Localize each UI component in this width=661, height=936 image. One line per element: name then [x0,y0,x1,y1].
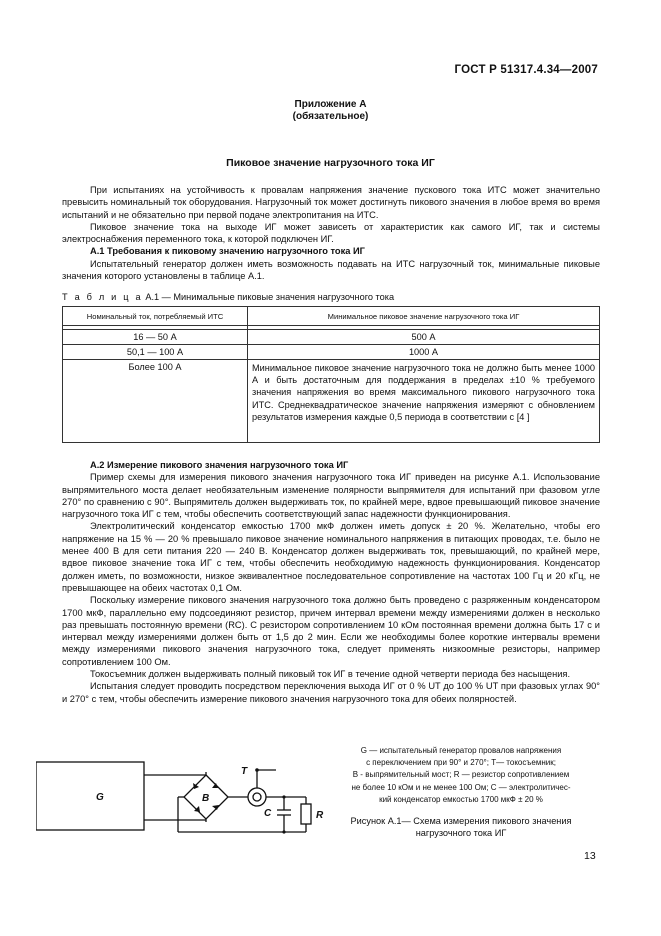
table-caption-prefix: Т а б л и ц а [62,292,143,302]
table-header-current: Номинальный ток, потребляемый ИТС [63,307,248,326]
section-a2 [62,459,600,705]
legend-line: не более 10 кОм и не менее 100 Ом; C — электролитичес- [351,782,571,792]
table-header-row [63,307,600,326]
table-row [63,345,600,360]
current-probe [248,788,266,806]
table-header-peak: Минимальное пиковое значение нагрузочного тока ИГ [248,307,600,326]
page-title: Пиковое значение нагрузочного тока ИГ [226,157,435,169]
diode-symbol [194,806,200,812]
generator-box [36,762,144,830]
section-a2-paragraph-3: Поскольку измерение пикового значения нагрузочного тока должно быть проведено с разряженным конденсатором 1700 мкФ, параллельно ему подсоединяют резистор, причем интервал времени между измерениями должен в несколько раз превышать постоянную времени (RC). С резистором сопротивлением 10 кОм постоянная времени должна быть 17 с и интервал между измерениями должен быть от 1,5 до 2 мин. Если же необходимы более короткие интервалы времени между измерениями пикового значения нагрузочного тока, следует применять низкоомные резисторы, например сопротивлением 100 Ом. [62,595,600,667]
figure-legend [336,745,586,806]
intro-paragraph-1: При испытаниях на устойчивость к провалам напряжения значение пускового тока ИТС может значительно превысить номинальный ток оборудования. Нагрузочный ток может достигнуть пикового значения в любое время во время испытаний и не обязательно при первой подаче электропитания на ИТС. [62,185,600,220]
table-caption-text: А.1 — Минимальные пиковые значения нагрузочного тока [142,292,395,302]
table-caption [62,292,394,302]
appendix-label: Приложение А [294,99,367,110]
table-cell-current: 16 — 50 А [63,330,248,345]
label-t: T [241,766,248,777]
resistor [301,804,311,824]
peak-current-table [62,306,600,443]
figure-caption-line-1: Рисунок А.1— Схема измерения пикового значения [350,816,572,826]
table-row [63,360,600,443]
section-a1-text: Испытательный генератор должен иметь возможность подавать на ИТС нагрузочный ток, минимальные пиковые значения которого установлены в таблице А.1. [62,258,600,282]
table-cell-peak: 1000 А [248,345,600,360]
standard-number: ГОСТ Р 51317.4.34—2007 [454,64,598,76]
table-cell-peak: Минимальное пиковое значение нагрузочного тока не должно быть менее 1000 А и быть достаточным для поддержания в пределах ±10 % требуемого значения напряжения во время максимального пикового нагрузочного тока ИТС. Среднеквадратическое значение напряжения измеряют с обновлением результатов измерения каждые 0,5 периода в соответствии с [4 ] [248,360,600,443]
page-number: 13 [584,850,596,862]
table-row [63,330,600,345]
section-a2-heading: А.2 Измерение пикового значения нагрузочного тока ИГ [90,460,349,470]
label-c: C [264,808,272,819]
table-cell-peak: 500 А [248,330,600,345]
section-a2-paragraph-1: Пример схемы для измерения пикового значения нагрузочного тока ИГ приведен на рисунке А.1. Использование выпрямительного моста делает необязательным изменение полярности выпрямителя для испытаний при фазовом угле 270° по сравнению с 90°. Выпрямитель должен выдерживать ток, по крайней мере, вдвое превышающий пиковое значение нагрузочного тока ИГ с тем, чтобы обеспечить соответствующий запас надежности функционирования. [62,472,600,520]
legend-line: B - выпрямительный мост; R — резистор сопротивлением [352,770,570,780]
appendix-status: (обязательное) [292,111,369,122]
diode-symbol [193,783,199,789]
section-a1-heading: А.1 Требования к пиковому значению нагрузочного тока ИГ [90,246,365,257]
table-cell-current: Более 100 А [63,360,248,443]
measurement-circuit-diagram [36,750,336,845]
section-a2-paragraph-4: Токосъемник должен выдерживать полный пиковый ток ИГ в течение одной четверти периода без насыщения. [90,669,571,680]
label-r: R [316,810,324,821]
section-a2-paragraph-2: Электролитический конденсатор емкостью 1700 мкФ должен иметь допуск ± 20 %. Желательно, чтобы его напряжение на 15 % — 20 % превышало пиковое значение номинального напряжения в питающих проводах, т.е. было не менее 400 В для сети питания 220 — 240 В. Конденсатор должен выдерживать ток, превышающий, по крайней мере, вдвое пиковое значение тока ИГ с тем, чтобы обеспечить необходимую надежность функционирования. Конденсатор должен иметь, по возможности, низкое эквивалентное последовательное сопротивление на частотах 100 Гц и 20 кГц, не превышающее на обеих частотах 0,1 Ом. [62,521,600,593]
legend-line: кий конденсатор емкостью 1700 мкФ ± 20 % [379,794,543,804]
figure-caption-line-2: нагрузочного тока ИГ [415,828,507,839]
legend-line: с переключением при 90° и 270°; T— токосъемник; [366,758,556,768]
intro-paragraph-2: Пиковое значение тока на выходе ИГ может зависеть от характеристик как самого ИГ, так и системы электроснабжения переменного тока, к которой подключен ИГ. [62,221,600,245]
section-a2-paragraph-5: Испытания следует проводить посредством переключения выхода ИГ от 0 % UT до 100 % UT при фазовых углах 90° и 270° с тем, чтобы обеспечить измерение пикового значения нагрузочного тока для обеих полярностей. [62,681,600,704]
intro-section [62,184,600,282]
label-b: B [202,793,210,804]
label-g: G [96,792,104,803]
legend-line: G — испытательный генератор провалов напряжения [360,746,562,755]
figure-caption [336,815,586,839]
table-cell-current: 50,1 — 100 А [63,345,248,360]
